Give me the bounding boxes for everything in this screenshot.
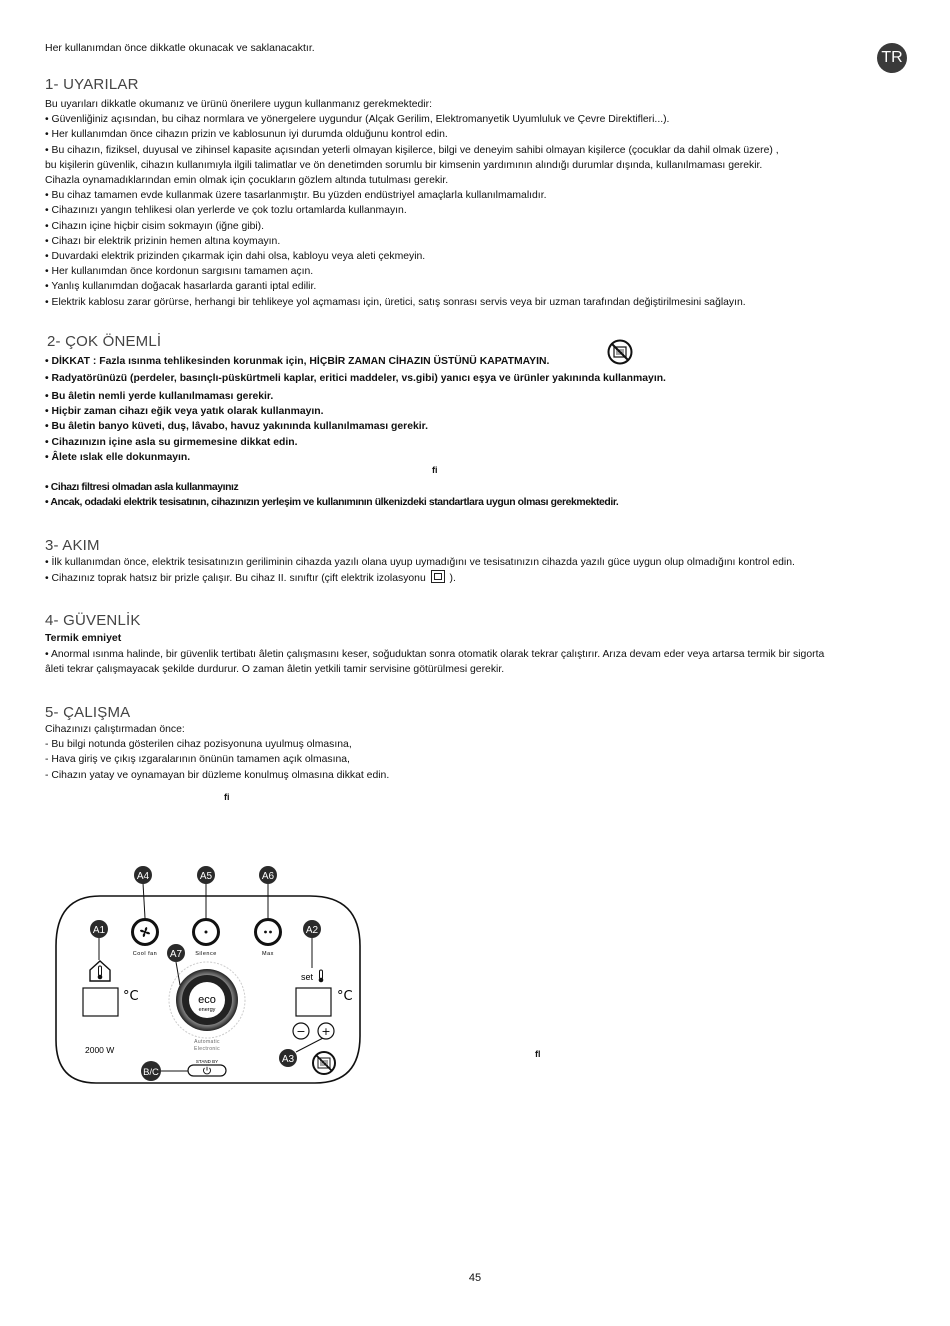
s5-line: - Bu bilgi notunda gösterilen cihaz pozisyonuna uyulmuş olmasına,: [45, 739, 352, 751]
s2-line: • Cihazınızın içine asla su girmemesine dikkat edin.: [45, 436, 298, 448]
max-label: Max: [262, 951, 274, 957]
power-rating: 2000 W: [85, 1045, 115, 1055]
s2-line-dikkat: • DİKKAT : Fazla ısınma tehlikesinden korunmak için, HİÇBİR ZAMAN CİHAZIN ÜSTÜNÜ KAPATMAYIN.: [45, 356, 550, 367]
s1-line: bu kişilerin güvenlik, cihazın kullanımıyla ilgili talimatlar ve ön denetimden sorumlu bir kimsenin yardımının alındığı durumlar dışında, kullanılmaması gerekir.: [45, 159, 763, 171]
s2-line: • Bu âletin nemli yerde kullanılmaması gerekir.: [45, 391, 274, 402]
standby-button: [188, 1065, 226, 1076]
s5-line: Cihazınızı çalıştırmadan önce:: [45, 724, 185, 735]
stray-glyph: fi: [224, 792, 230, 802]
max-button: [256, 920, 281, 945]
automatic-label: Automatic: [194, 1039, 220, 1045]
s2-line: • Radyatörünüzü (perdeler, basınçlı-püskürtmeli kaplar, eritici maddeler, vs.gibi) yanıcı eşya ve ürünler yakınında kullanmayın.: [45, 373, 666, 384]
s1-line: Bu uyarıları dikkatle okumanız ve ürünü önerilere uygun kullanmanız gerekmektedir:: [45, 99, 432, 110]
s2-line: • Cihazı filtresi olmadan asla kullanmayınız: [45, 482, 239, 493]
unit-right: °C: [337, 989, 353, 1004]
section-5-title: 5- ÇALIŞMA: [45, 704, 131, 721]
set-label: set: [301, 972, 314, 982]
s1-line: • Cihazınızı yangın tehlikesi olan yerlerde ve çok tozlu ortamlarda kullanmayın.: [45, 205, 407, 217]
unit-left: °C: [123, 989, 139, 1004]
s2-line: • Ancak, odadaki elektrik tesisatının, cihazınızın yerleşim ve kullanımının ülkenizdeki standartlara uygun olması gerekmektedir.: [45, 497, 619, 509]
label-a2: [303, 920, 321, 938]
s1-line: • Elektrik kablosu zarar görürse, herhangi bir tehlikeye yol açmaması için, üretici, satış sonrası servis veya bir uzman tarafından değiştirilmesini sağlayın.: [45, 296, 746, 308]
section-3-title: 3- AKIM: [45, 537, 100, 554]
silence-button: [194, 920, 219, 945]
energy-label: energy: [198, 1007, 216, 1013]
s1-line: • Cihazı bir elektrik prizinin hemen altına koymayın.: [45, 235, 281, 247]
s2-line: • Bu âletin banyo küveti, duş, lâvabo, havuz yakınında kullanılmaması gerekir.: [45, 421, 429, 433]
s1-line: • Her kullanımdan önce cihazın prizin ve kablosunun iyi durumda olduğunu kontrol edin.: [45, 129, 448, 141]
label-a7: [167, 944, 185, 962]
dot-icon: [205, 931, 208, 934]
stray-glyph: fi: [432, 465, 438, 475]
electronic-label: Electronic: [194, 1046, 220, 1052]
do-not-cover-icon: [313, 1052, 335, 1074]
s3-line: • İlk kullanımdan önce, elektrik tesisatınızın geriliminin cihazda yazılı olana uyup uymadığını ve tesisatınızın cihazda yazılı güce uygun olup olmadığını kontrol edin.: [45, 557, 795, 568]
svg-text:A6: A6: [261, 871, 275, 882]
s5-line: - Cihazın yatay ve oynamayan bir düzleme konulmuş olmasına dikkat edin.: [45, 769, 390, 781]
label-a3: [279, 1049, 297, 1067]
s1-line: • Duvardaki elektrik prizinden çıkarmak için dahi olsa, kabloyu veya aleti çekmeyin.: [45, 251, 426, 263]
section-4-title: 4- GÜVENLİK: [45, 612, 141, 629]
dot-icon: [269, 931, 272, 934]
page-number: 45: [468, 1272, 482, 1284]
silence-label: Silence: [195, 951, 217, 957]
label-bc: [141, 1061, 161, 1081]
plus-button: [318, 1023, 334, 1039]
label-a4: [134, 866, 152, 884]
s1-line: • Cihazın içine hiçbir cisim sokmayın (iğne gibi).: [45, 220, 265, 232]
svg-text:A7: A7: [169, 949, 183, 960]
s5-line: - Hava giriş ve çıkış ızgaralarının önünün tamamen açık olmasına,: [45, 754, 350, 766]
s2-line: • Hiçbir zaman cihazı eğik veya yatık olarak kullanmayın.: [45, 406, 324, 418]
s1-line: • Güvenliğiniz açısından, bu cihaz normlara ve yönergelere uygundur (Alçak Gerilim, Elektromanyetik Uyumluluk ve Çevre Direktifleri...).: [45, 114, 670, 126]
set-temp-display: [296, 988, 331, 1016]
label-a1: [90, 920, 108, 938]
s1-line: • Bu cihaz tamamen evde kullanmak üzere tasarlanmıştır. Bu yüzden endüstriyel amaçlarla kullanılmamalıdır.: [45, 190, 547, 202]
intro-text: Her kullanımdan önce dikkatle okunacak ve saklanacaktır.: [45, 42, 315, 54]
dot-icon: [264, 931, 267, 934]
s4-line: • Anormal ısınma halinde, bir güvenlik tertibatı âletin çalışmasını keser, soğuduktan sonra otomatik olarak tekrar çalıştırır. Arıza devam eder veya artarsa termik bir sigorta: [45, 649, 825, 660]
svg-text:A1: A1: [92, 925, 106, 936]
svg-text:−: −: [296, 1025, 306, 1038]
cool-fan-label: Cool fan: [132, 951, 158, 957]
s3-line-end: ).: [449, 573, 456, 584]
eco-label: eco: [198, 994, 216, 1006]
label-a6: [259, 866, 277, 884]
svg-text:A2: A2: [305, 925, 319, 936]
s1-line: • Bu cihazın, fiziksel, duyusal ve zihinsel kapasite açısından yeterli olmayan kişilerce, bilgi ve deneyim sahibi olmayan kişilerce (çocuklar da dahil olmak üzere) ,: [45, 144, 779, 156]
s4-subtitle: Termik emniyet: [45, 632, 122, 644]
cool-fan-button: [133, 920, 158, 945]
svg-text:A4: A4: [136, 871, 150, 882]
s1-line: Cihazla oynamadıklarından emin olmak için çocukların gözlem altında tutulması gerekir.: [45, 175, 449, 187]
section-2-title: 2- ÇOK ÖNEMLİ: [47, 333, 162, 350]
s1-line: • Yanlış kullanımdan doğacak hasarlarda garanti iptal edilir.: [45, 281, 317, 293]
svg-text:A3: A3: [281, 1054, 295, 1065]
section-1-title: 1- UYARILAR: [45, 76, 139, 93]
s1-line: • Her kullanımdan önce kordonun sargısını tamamen açın.: [45, 266, 314, 278]
stray-glyph: fl: [535, 1049, 541, 1059]
s4-line: âleti tekrar çalışmayacak şekilde durdurur. O zaman âletin yetkili tamir servisine götürülmesi gerekir.: [45, 664, 505, 676]
svg-text:A5: A5: [199, 871, 213, 882]
s3-line-text: • Cihazınız toprak hatsız bir prizle çalışır. Bu cihaz II. sınıftır (çift elektrik izolasyonu: [45, 573, 426, 584]
room-temp-display: [83, 988, 118, 1016]
standby-label: STAND BY: [195, 1059, 219, 1064]
s2-line: • Âlete ıslak elle dokunmayın.: [45, 451, 191, 463]
minus-button: [293, 1023, 309, 1039]
language-badge: TR: [877, 43, 907, 73]
label-a5: [197, 866, 215, 884]
svg-text:B/C: B/C: [143, 1067, 159, 1078]
svg-text:+: +: [321, 1025, 331, 1038]
